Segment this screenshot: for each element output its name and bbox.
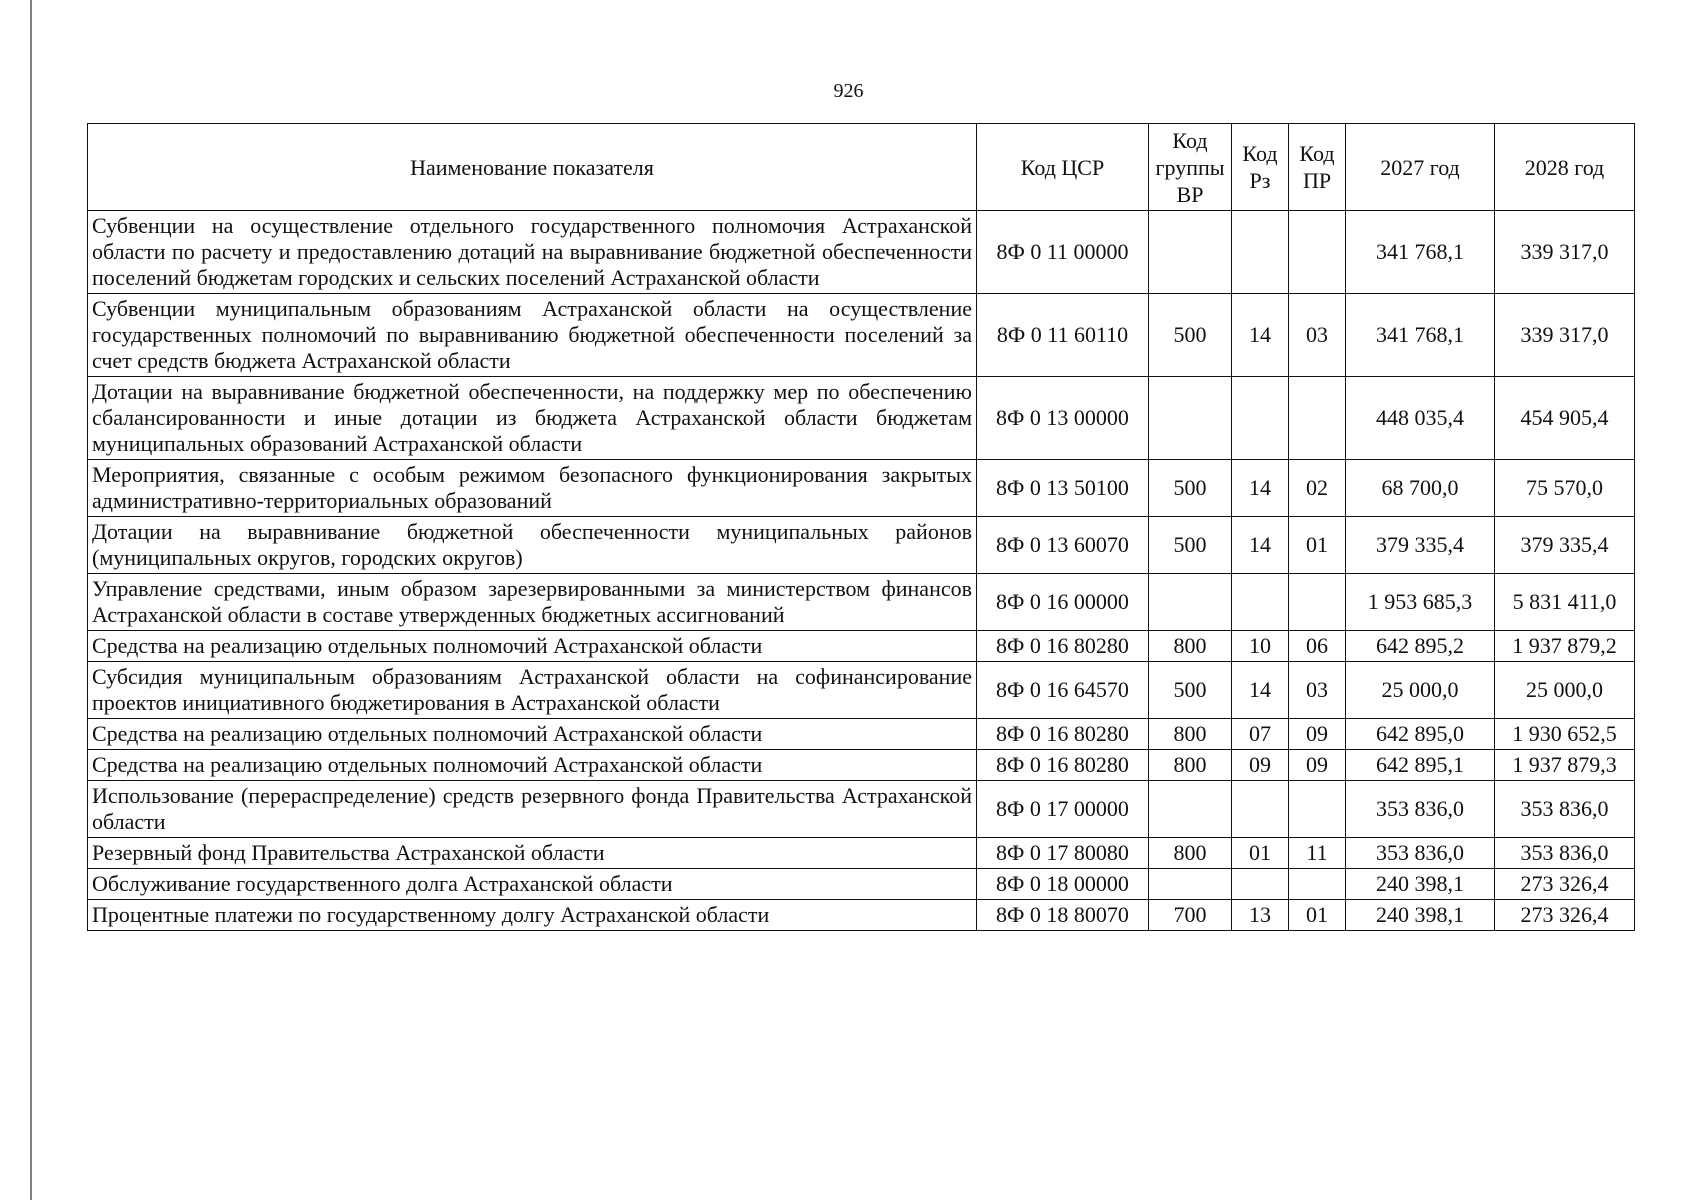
row-value-2027: 642 895,1 (1346, 750, 1495, 781)
row-vr-code: 500 (1149, 517, 1232, 574)
row-pr-code: 01 (1289, 517, 1346, 574)
row-name: Обслуживание государственного долга Астраханской области (88, 869, 977, 900)
row-value-2027: 448 035,4 (1346, 377, 1495, 460)
row-csr-code: 8Ф 0 16 80280 (977, 719, 1149, 750)
row-name: Средства на реализацию отдельных полномочий Астраханской области (88, 631, 977, 662)
row-vr-code (1149, 574, 1232, 631)
row-vr-code: 800 (1149, 631, 1232, 662)
row-name: Субсидия муниципальным образованиям Астраханской области на софинансирование проектов инициативного бюджетирования в Астраханской области (88, 662, 977, 719)
row-csr-code: 8Ф 0 18 80070 (977, 900, 1149, 931)
table-row (88, 719, 1635, 750)
row-rz-code: 01 (1232, 838, 1289, 869)
row-pr-code: 11 (1289, 838, 1346, 869)
table-row (88, 838, 1635, 869)
row-vr-code: 500 (1149, 294, 1232, 377)
row-value-2028: 25 000,0 (1495, 662, 1635, 719)
row-vr-code (1149, 869, 1232, 900)
row-vr-code: 800 (1149, 719, 1232, 750)
row-rz-code (1232, 377, 1289, 460)
row-vr-code: 500 (1149, 662, 1232, 719)
row-pr-code (1289, 869, 1346, 900)
row-csr-code: 8Ф 0 13 50100 (977, 460, 1149, 517)
table-row (88, 517, 1635, 574)
row-value-2027: 353 836,0 (1346, 781, 1495, 838)
row-pr-code (1289, 211, 1346, 294)
row-vr-code: 800 (1149, 838, 1232, 869)
row-pr-code: 01 (1289, 900, 1346, 931)
row-name: Резервный фонд Правительства Астраханской области (88, 838, 977, 869)
row-csr-code: 8Ф 0 16 80280 (977, 631, 1149, 662)
row-pr-code: 02 (1289, 460, 1346, 517)
row-rz-code: 14 (1232, 662, 1289, 719)
header-year-2027: 2027 год (1346, 124, 1495, 211)
page-number: 926 (833, 80, 864, 102)
row-value-2028: 5 831 411,0 (1495, 574, 1635, 631)
row-value-2027: 341 768,1 (1346, 294, 1495, 377)
row-vr-code: 800 (1149, 750, 1232, 781)
row-value-2028: 273 326,4 (1495, 900, 1635, 931)
row-name: Процентные платежи по государственному долгу Астраханской области (88, 900, 977, 931)
header-pr-code: Код ПР (1289, 124, 1346, 211)
row-vr-code: 500 (1149, 460, 1232, 517)
row-rz-code (1232, 781, 1289, 838)
row-name: Использование (перераспределение) средств резервного фонда Правительства Астраханской области (88, 781, 977, 838)
table-row (88, 574, 1635, 631)
table-row (88, 900, 1635, 931)
row-csr-code: 8Ф 0 17 80080 (977, 838, 1149, 869)
table-row (88, 377, 1635, 460)
row-value-2028: 339 317,0 (1495, 294, 1635, 377)
row-rz-code: 14 (1232, 294, 1289, 377)
table-row (88, 750, 1635, 781)
row-pr-code: 09 (1289, 719, 1346, 750)
row-value-2027: 642 895,0 (1346, 719, 1495, 750)
row-rz-code: 10 (1232, 631, 1289, 662)
row-value-2027: 341 768,1 (1346, 211, 1495, 294)
binding-edge-line (30, 0, 32, 1200)
row-value-2028: 454 905,4 (1495, 377, 1635, 460)
table-row (88, 662, 1635, 719)
header-name: Наименование показателя (88, 124, 977, 211)
table-row (88, 211, 1635, 294)
row-rz-code: 14 (1232, 517, 1289, 574)
row-csr-code: 8Ф 0 17 00000 (977, 781, 1149, 838)
row-csr-code: 8Ф 0 13 00000 (977, 377, 1149, 460)
row-rz-code: 07 (1232, 719, 1289, 750)
row-pr-code (1289, 574, 1346, 631)
row-value-2028: 1 930 652,5 (1495, 719, 1635, 750)
row-value-2028: 75 570,0 (1495, 460, 1635, 517)
header-year-2028: 2028 год (1495, 124, 1635, 211)
row-rz-code: 14 (1232, 460, 1289, 517)
row-rz-code: 09 (1232, 750, 1289, 781)
row-csr-code: 8Ф 0 18 00000 (977, 869, 1149, 900)
row-value-2027: 240 398,1 (1346, 900, 1495, 931)
table-row (88, 631, 1635, 662)
row-vr-code (1149, 781, 1232, 838)
row-value-2027: 1 953 685,3 (1346, 574, 1495, 631)
row-name: Средства на реализацию отдельных полномочий Астраханской области (88, 719, 977, 750)
row-pr-code (1289, 781, 1346, 838)
row-pr-code (1289, 377, 1346, 460)
row-value-2028: 273 326,4 (1495, 869, 1635, 900)
row-value-2027: 68 700,0 (1346, 460, 1495, 517)
row-value-2027: 240 398,1 (1346, 869, 1495, 900)
table-row (88, 869, 1635, 900)
row-csr-code: 8Ф 0 13 60070 (977, 517, 1149, 574)
row-name: Управление средствами, иным образом зарезервированными за министерством финансов Астраханской области в составе утвержденных бюджетных ассигнований (88, 574, 977, 631)
table-header-row (88, 124, 1635, 211)
row-name: Субвенции муниципальным образованиям Астраханской области на осуществление государственных полномочий по выравниванию бюджетной обеспеченности поселений за счет средств бюджета Астраханской области (88, 294, 977, 377)
header-rz-code: Код Рз (1232, 124, 1289, 211)
row-csr-code: 8Ф 0 16 64570 (977, 662, 1149, 719)
row-pr-code: 06 (1289, 631, 1346, 662)
row-vr-code (1149, 211, 1232, 294)
row-csr-code: 8Ф 0 11 00000 (977, 211, 1149, 294)
row-value-2028: 1 937 879,3 (1495, 750, 1635, 781)
row-pr-code: 09 (1289, 750, 1346, 781)
row-value-2027: 353 836,0 (1346, 838, 1495, 869)
table-row (88, 781, 1635, 838)
row-name: Дотации на выравнивание бюджетной обеспеченности муниципальных районов (муниципальных округов, городских округов) (88, 517, 977, 574)
row-value-2028: 339 317,0 (1495, 211, 1635, 294)
header-vr-code: Код группы ВР (1149, 124, 1232, 211)
row-rz-code (1232, 574, 1289, 631)
row-vr-code (1149, 377, 1232, 460)
table-row (88, 460, 1635, 517)
row-name: Дотации на выравнивание бюджетной обеспеченности, на поддержку мер по обеспечению сбалансированности и иные дотации из бюджета Астраханской области бюджетам муниципальных образований Астраханской области (88, 377, 977, 460)
row-csr-code: 8Ф 0 11 60110 (977, 294, 1149, 377)
row-value-2028: 353 836,0 (1495, 781, 1635, 838)
row-name: Средства на реализацию отдельных полномочий Астраханской области (88, 750, 977, 781)
row-value-2027: 379 335,4 (1346, 517, 1495, 574)
row-rz-code (1232, 869, 1289, 900)
row-rz-code: 13 (1232, 900, 1289, 931)
row-value-2027: 25 000,0 (1346, 662, 1495, 719)
row-value-2028: 379 335,4 (1495, 517, 1635, 574)
row-value-2027: 642 895,2 (1346, 631, 1495, 662)
header-csr-code: Код ЦСР (977, 124, 1149, 211)
row-csr-code: 8Ф 0 16 80280 (977, 750, 1149, 781)
row-csr-code: 8Ф 0 16 00000 (977, 574, 1149, 631)
row-name: Мероприятия, связанные с особым режимом безопасного функционирования закрытых административно-территориальных образований (88, 460, 977, 517)
row-pr-code: 03 (1289, 294, 1346, 377)
row-name: Субвенции на осуществление отдельного государственного полномочия Астраханской области по расчету и предоставлению дотаций на выравнивание бюджетной обеспеченности поселений бюджетам городских и сельских поселений Астраханской области (88, 211, 977, 294)
row-value-2028: 1 937 879,2 (1495, 631, 1635, 662)
table-row (88, 294, 1635, 377)
row-vr-code: 700 (1149, 900, 1232, 931)
row-pr-code: 03 (1289, 662, 1346, 719)
row-rz-code (1232, 211, 1289, 294)
row-value-2028: 353 836,0 (1495, 838, 1635, 869)
budget-table (87, 123, 1635, 931)
